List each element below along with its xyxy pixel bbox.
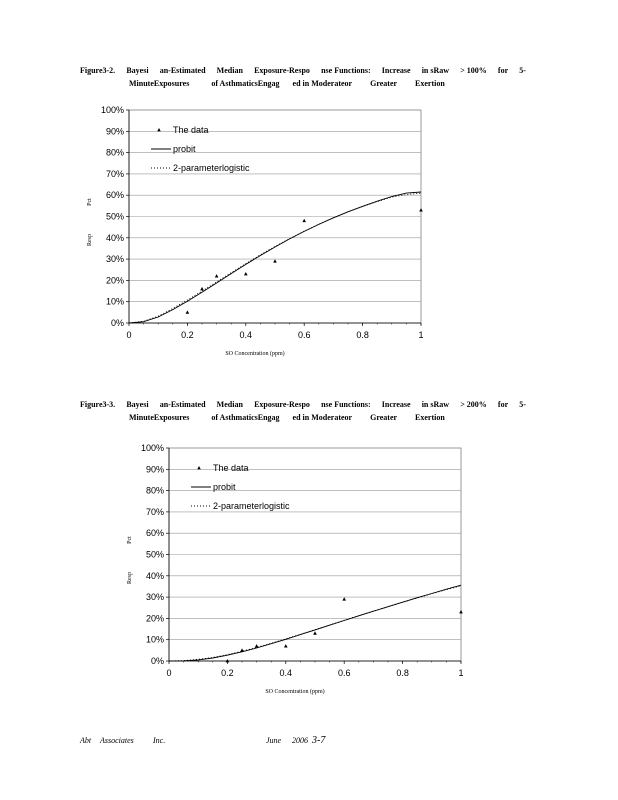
y-tick-label: 60% xyxy=(105,190,124,201)
footer-month: June xyxy=(266,736,282,745)
caption-word: for xyxy=(497,66,509,75)
x-tick-label: 0 xyxy=(166,668,172,678)
y-axis-label: Pct xyxy=(87,198,93,206)
x-tick-label: 0.6 xyxy=(297,330,311,340)
footer-page: 3-7 xyxy=(312,735,326,746)
x-tick-label: 0.4 xyxy=(239,330,253,340)
figure-caption-1 xyxy=(80,64,526,90)
y-tick-label: 10% xyxy=(145,634,164,645)
caption-word: in sRaw xyxy=(421,400,450,409)
y-tick-label: 30% xyxy=(145,592,164,603)
caption-word: MinuteExposures xyxy=(129,79,190,88)
legend-label: 2-parameterlogistic xyxy=(173,163,250,173)
caption-word: > 200% xyxy=(460,400,487,409)
legend-label: 2-parameterlogistic xyxy=(213,501,290,511)
caption-word: nse Functions: xyxy=(321,400,371,409)
caption-word: of AsthmaticsEngag xyxy=(211,413,280,422)
caption-word: MinuteExposures xyxy=(129,413,190,422)
caption-word: Increase xyxy=(381,400,411,409)
caption-word: an-Estimated xyxy=(159,400,206,409)
y-tick-label: 50% xyxy=(105,211,124,222)
caption-word: Exposure-Respo xyxy=(254,66,310,75)
legend-label: The data xyxy=(173,125,209,135)
y-tick-label: 20% xyxy=(145,613,164,624)
caption-line-1 xyxy=(80,398,526,411)
caption-word: Exposure-Respo xyxy=(254,400,310,409)
caption-word: ed in Moderateor xyxy=(292,413,353,422)
caption-word: Median xyxy=(216,400,243,409)
y-tick-label: 10% xyxy=(105,296,124,307)
footer-org-2: Associates xyxy=(100,736,134,745)
caption-word: Figure3-2. xyxy=(80,66,116,75)
y-tick-label: 70% xyxy=(105,168,124,179)
y-axis-label-2: Resp xyxy=(127,572,133,584)
y-tick-label: 60% xyxy=(145,528,164,539)
caption-word: > 100% xyxy=(460,66,487,75)
legend-label: The data xyxy=(213,463,249,473)
chart-figure-3-2 xyxy=(80,100,440,365)
y-tick-label: 80% xyxy=(145,485,164,496)
y-tick-label: 0% xyxy=(110,318,124,328)
y-tick-label: 0% xyxy=(150,656,164,666)
x-axis-label: SO Concentration (ppm) xyxy=(225,351,285,357)
y-axis-label-2: Resp xyxy=(87,234,93,246)
y-tick-label: 40% xyxy=(145,570,164,581)
y-tick-label: 90% xyxy=(105,126,124,137)
caption-word: in sRaw xyxy=(421,66,450,75)
y-tick-label: 20% xyxy=(105,275,124,286)
caption-word: Greater xyxy=(370,413,398,422)
x-tick-label: 0.4 xyxy=(279,668,293,678)
x-tick-label: 0.8 xyxy=(356,330,369,340)
caption-line-2 xyxy=(80,411,526,424)
x-tick-label: 1 xyxy=(418,330,424,340)
y-tick-label: 50% xyxy=(145,549,164,560)
caption-word: Bayesi xyxy=(126,400,149,409)
y-tick-label: 80% xyxy=(105,147,124,158)
caption-word: ed in Moderateor xyxy=(292,79,353,88)
legend-label: probit xyxy=(173,144,196,154)
caption-word: 5- xyxy=(519,66,526,75)
x-tick-label: 0.6 xyxy=(337,668,351,678)
y-axis-label: Pct xyxy=(127,536,133,544)
caption-word: Greater xyxy=(370,79,398,88)
footer-org-3: Inc. xyxy=(153,736,166,745)
caption-line-1 xyxy=(80,64,526,77)
caption-word: Figure3-3. xyxy=(80,400,116,409)
caption-word: Exertion xyxy=(415,79,445,88)
chart-svg-1 xyxy=(80,100,440,365)
caption-word: Exertion xyxy=(415,413,445,422)
chart-figure-3-3 xyxy=(120,438,480,703)
caption-word: of AsthmaticsEngag xyxy=(211,79,280,88)
legend-label: probit xyxy=(213,482,236,492)
y-tick-label: 70% xyxy=(145,506,164,517)
x-tick-label: 0.2 xyxy=(181,330,194,340)
y-tick-label: 100% xyxy=(100,105,124,115)
y-tick-label: 90% xyxy=(145,464,164,475)
figure-caption-2 xyxy=(80,398,526,424)
x-tick-label: 0.8 xyxy=(396,668,409,678)
x-tick-label: 0.2 xyxy=(221,668,234,678)
caption-word: Bayesi xyxy=(126,66,149,75)
footer-year: 2006 xyxy=(292,736,308,745)
caption-word: 5- xyxy=(519,400,526,409)
x-tick-label: 1 xyxy=(458,668,464,678)
chart-svg-2 xyxy=(120,438,480,703)
y-tick-label: 40% xyxy=(105,232,124,243)
caption-word: Median xyxy=(216,66,243,75)
caption-word: an-Estimated xyxy=(159,66,206,75)
x-axis-label: SO Concentration (ppm) xyxy=(265,689,325,695)
caption-word: Increase xyxy=(381,66,411,75)
x-tick-label: 0 xyxy=(126,330,132,340)
caption-line-2 xyxy=(80,77,526,90)
y-tick-label: 30% xyxy=(105,254,124,265)
y-tick-label: 100% xyxy=(140,443,164,453)
footer-org: Abt xyxy=(80,736,92,745)
caption-word: nse Functions: xyxy=(321,66,371,75)
caption-word: for xyxy=(497,400,509,409)
